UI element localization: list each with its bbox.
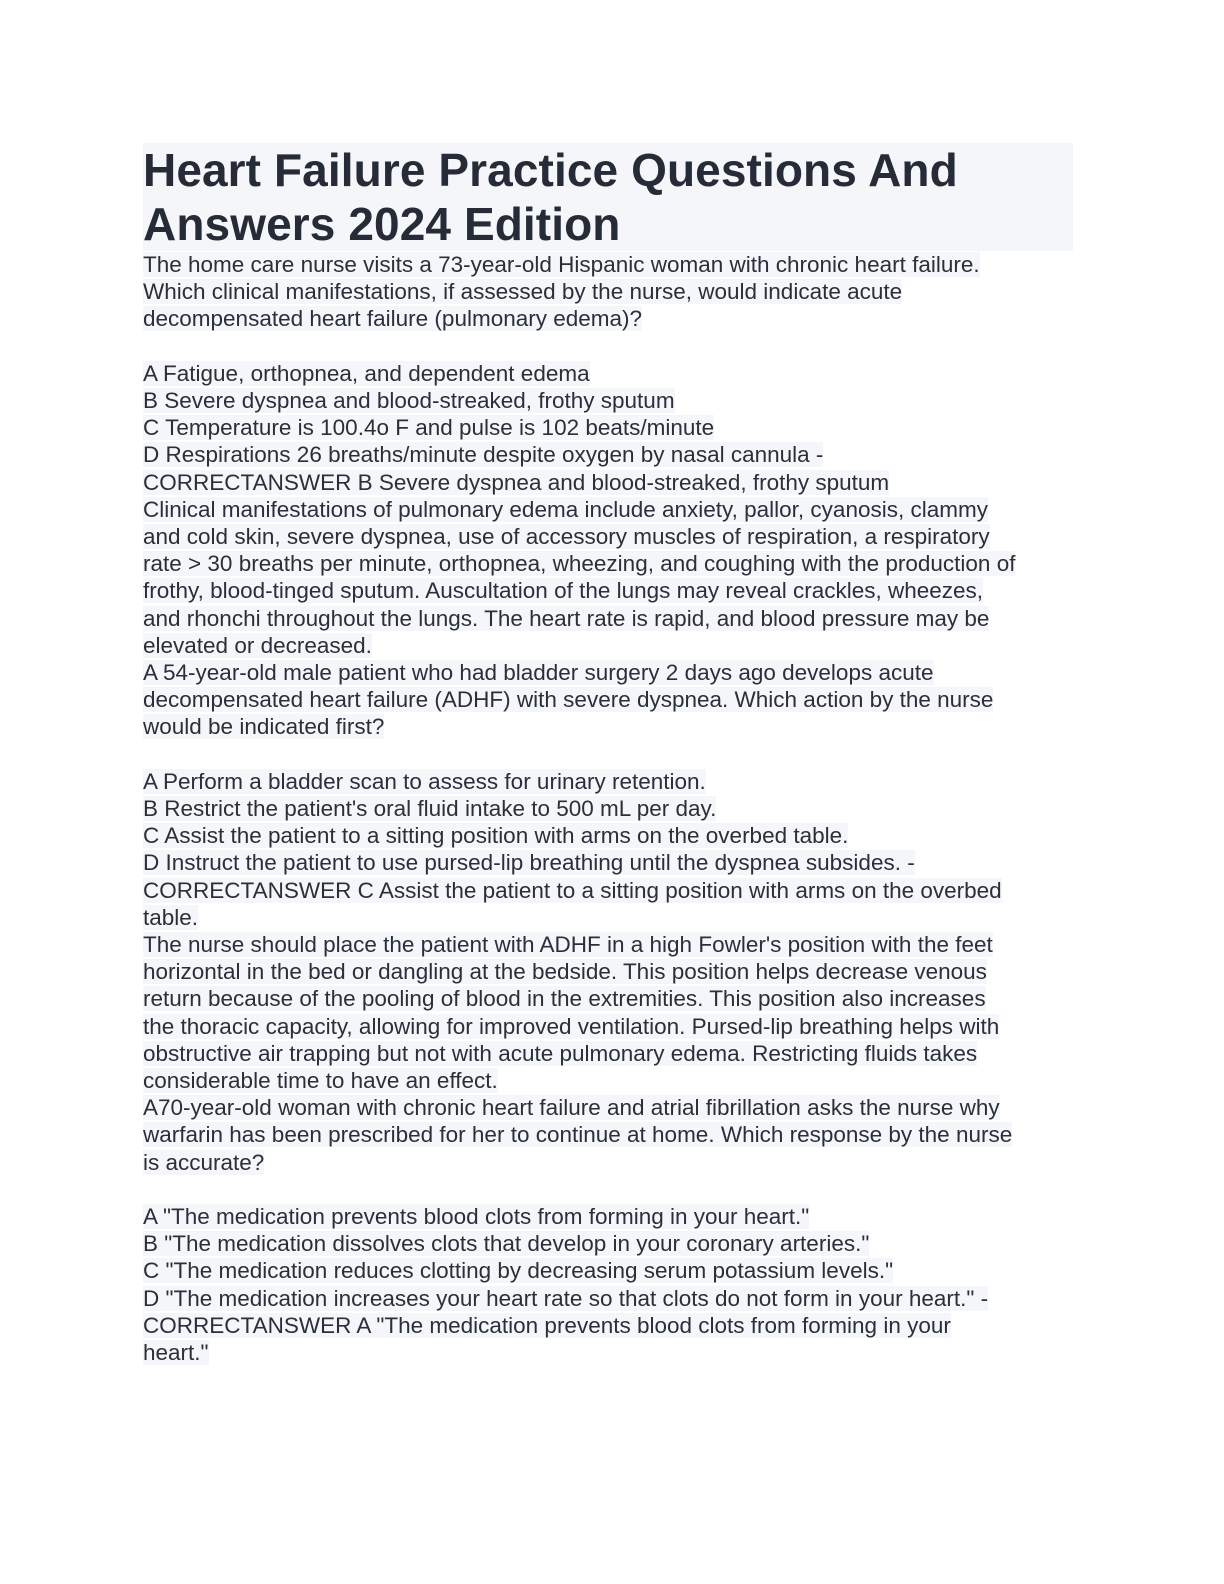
stem-line: warfarin has been prescribed for her to continue at home. Which response by the nurse [143,1122,1013,1148]
question-stem [143,659,1073,741]
rationale [143,496,1073,659]
answer-options [143,1203,1073,1366]
correct-answer: CORRECTANSWER B Severe dyspnea and blood-streaked, frothy sputum [143,469,890,495]
stem-line: would be indicated first? [143,714,385,740]
stem-line: decompensated heart failure (pulmonary edema)? [143,306,643,332]
rationale-line: return because of the pooling of blood in the extremities. This position also increases [143,986,986,1012]
stem-line: decompensated heart failure (ADHF) with severe dyspnea. Which action by the nurse [143,687,994,713]
title-line: Answers 2024 Edition [143,198,621,250]
rationale-line: The nurse should place the patient with ADHF in a high Fowler's position with the feet [143,932,993,958]
rationale-line: elevated or decreased. [143,632,372,658]
question-1 [143,251,1073,659]
option-c: C Assist the patient to a sitting position with arms on the overbed table. [143,823,849,849]
correct-answer-cont: heart." [143,1340,209,1366]
rationale-line: and cold skin, severe dyspnea, use of accessory muscles of respiration, a respiratory [143,524,990,550]
rationale [143,931,1073,1094]
blank-line [143,1176,1073,1203]
document-title [143,143,1073,251]
rationale-line: the thoracic capacity, allowing for improved ventilation. Pursed-lip breathing helps with [143,1013,1000,1039]
document-page [143,143,1073,1366]
option-c: C Temperature is 100.4o F and pulse is 102 beats/minute [143,415,715,441]
answer-options [143,360,1073,496]
option-a: A "The medication prevents blood clots from forming in your heart." [143,1204,810,1230]
blank-line [143,741,1073,768]
stem-line: A 54-year-old male patient who had bladder surgery 2 days ago develops acute [143,660,934,686]
rationale-line: obstructive air trapping but not with acute pulmonary edema. Restricting fluids takes [143,1040,978,1066]
question-stem [143,251,1073,333]
rationale-line: rate > 30 breaths per minute, orthopnea, wheezing, and coughing with the production of [143,551,1016,577]
rationale-line: Clinical manifestations of pulmonary edema include anxiety, pallor, cyanosis, clammy [143,496,988,522]
rationale-line: horizontal in the bed or dangling at the bedside. This position helps decrease venous [143,959,987,985]
blank-line [143,333,1073,360]
option-d: D "The medication increases your heart rate so that clots do not form in your heart." - [143,1285,989,1311]
correct-answer: CORRECTANSWER C Assist the patient to a sitting position with arms on the overbed [143,877,1002,903]
option-a: A Fatigue, orthopnea, and dependent edema [143,360,590,386]
stem-line: A70-year-old woman with chronic heart failure and atrial fibrillation asks the nurse why [143,1095,1000,1121]
question-2 [143,659,1073,1094]
option-b: B Restrict the patient's oral fluid intake to 500 mL per day. [143,796,717,822]
rationale-line: frothy, blood-tinged sputum. Auscultation of the lungs may reveal crackles, wheezes, [143,578,984,604]
rationale-line: considerable time to have an effect. [143,1068,498,1094]
option-a: A Perform a bladder scan to assess for urinary retention. [143,768,706,794]
rationale-line: and rhonchi throughout the lungs. The heart rate is rapid, and blood pressure may be [143,605,990,631]
question-3 [143,1094,1073,1366]
option-b: B "The medication dissolves clots that develop in your coronary arteries." [143,1231,870,1257]
option-c: C "The medication reduces clotting by decreasing serum potassium levels." [143,1258,894,1284]
stem-line: The home care nurse visits a 73-year-old Hispanic woman with chronic heart failure. [143,252,980,277]
answer-options [143,768,1073,931]
correct-answer: CORRECTANSWER A "The medication prevents blood clots from forming in your [143,1312,951,1338]
correct-answer-cont: table. [143,904,199,930]
question-stem [143,1094,1073,1176]
option-b: B Severe dyspnea and blood-streaked, frothy sputum [143,388,675,413]
option-d: D Instruct the patient to use pursed-lip breathing until the dyspnea subsides. - [143,850,915,876]
option-d: D Respirations 26 breaths/minute despite oxygen by nasal cannula - [143,442,824,468]
title-line: Heart Failure Practice Questions And [143,144,958,196]
stem-line: Which clinical manifestations, if assessed by the nurse, would indicate acute [143,279,903,305]
stem-line: is accurate? [143,1149,265,1175]
document-body [143,251,1073,1366]
